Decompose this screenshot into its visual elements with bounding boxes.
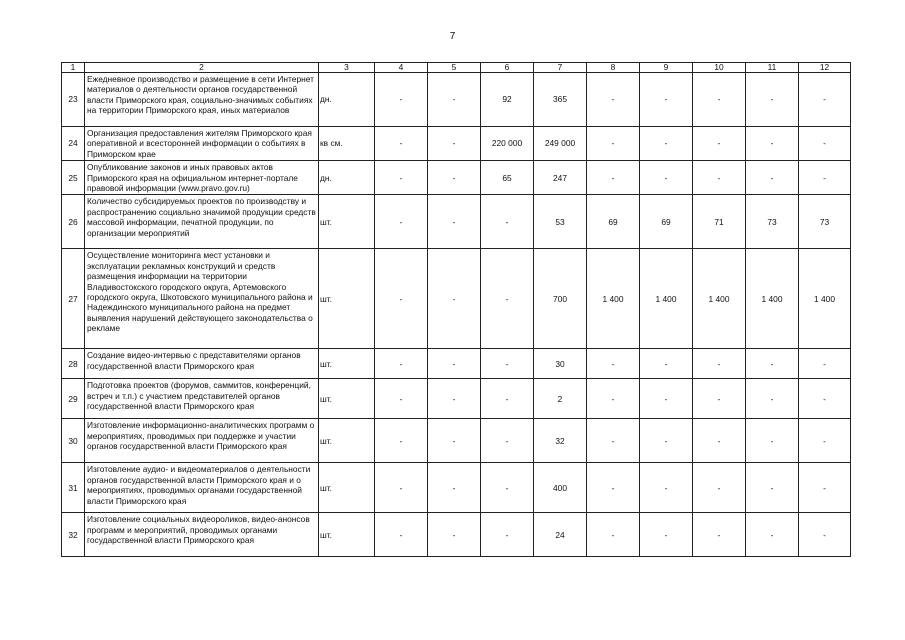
value-col-5: - [428,249,481,349]
row-description: Изготовление социальных видеороликов, видео-анонсов программ и мероприятий, проводимых органами государственной власти Приморского края [85,513,319,557]
value-col-12: - [799,419,851,463]
table-row [62,349,851,379]
value-col-7: 700 [534,249,587,349]
table-row [62,195,851,249]
page-number: 7 [449,31,456,42]
table-row [62,127,851,161]
row-number: 25 [62,161,85,195]
value-col-12: - [799,349,851,379]
value-col-6: - [481,379,534,419]
value-col-10: 1 400 [693,249,746,349]
row-description: Организация предоставления жителям Приморского края оперативной и всесторонней информации о событиях в Приморском крае [85,127,319,161]
value-col-6: 220 000 [481,127,534,161]
unit-of-measure: шт. [319,463,375,513]
indicators-table [61,62,851,557]
column-number: 11 [746,63,799,73]
column-number: 8 [587,63,640,73]
value-col-9: - [640,161,693,195]
unit-of-measure: дн. [319,161,375,195]
value-col-8: - [587,419,640,463]
value-col-7: 24 [534,513,587,557]
row-number: 24 [62,127,85,161]
value-col-7: 53 [534,195,587,249]
value-col-7: 365 [534,73,587,127]
value-col-10: - [693,73,746,127]
value-col-12: 73 [799,195,851,249]
value-col-12: 1 400 [799,249,851,349]
value-col-11: - [746,127,799,161]
value-col-10: - [693,419,746,463]
row-number: 30 [62,419,85,463]
value-col-8: - [587,349,640,379]
value-col-5: - [428,195,481,249]
value-col-12: - [799,161,851,195]
value-col-6: - [481,349,534,379]
table-row [62,249,851,349]
value-col-11: 1 400 [746,249,799,349]
value-col-8: 69 [587,195,640,249]
table-row [62,379,851,419]
table-row [62,73,851,127]
value-col-7: 2 [534,379,587,419]
row-description: Количество субсидируемых проектов по производству и распространению социально значимой продукции средств массовой информации, печатной продукции, по организации мероприятий [85,195,319,249]
value-col-9: - [640,349,693,379]
value-col-8: - [587,513,640,557]
value-col-4: - [375,249,428,349]
value-col-5: - [428,73,481,127]
value-col-7: 32 [534,419,587,463]
row-number: 32 [62,513,85,557]
column-number: 4 [375,63,428,73]
value-col-5: - [428,127,481,161]
value-col-8: - [587,161,640,195]
value-col-4: - [375,195,428,249]
column-number: 2 [85,63,319,73]
row-number: 26 [62,195,85,249]
value-col-11: - [746,349,799,379]
value-col-11: 73 [746,195,799,249]
column-number: 12 [799,63,851,73]
unit-of-measure: шт. [319,513,375,557]
value-col-9: 69 [640,195,693,249]
unit-of-measure: шт. [319,249,375,349]
table-row [62,161,851,195]
value-col-4: - [375,349,428,379]
value-col-4: - [375,419,428,463]
value-col-7: 247 [534,161,587,195]
column-number: 7 [534,63,587,73]
value-col-9: - [640,463,693,513]
value-col-4: - [375,379,428,419]
value-col-9: - [640,513,693,557]
value-col-6: - [481,249,534,349]
value-col-5: - [428,419,481,463]
value-col-6: - [481,463,534,513]
value-col-6: - [481,419,534,463]
value-col-12: - [799,127,851,161]
value-col-9: - [640,127,693,161]
value-col-4: - [375,161,428,195]
value-col-6: 65 [481,161,534,195]
value-col-4: - [375,73,428,127]
value-col-5: - [428,513,481,557]
row-description: Изготовление аудио- и видеоматериалов о деятельности органов государственной власти Приморского края и о мероприятиях, проводимых органами государственной власти Приморского края [85,463,319,513]
table-row [62,419,851,463]
value-col-4: - [375,127,428,161]
value-col-7: 30 [534,349,587,379]
value-col-12: - [799,463,851,513]
column-number: 6 [481,63,534,73]
column-number: 5 [428,63,481,73]
unit-of-measure: шт. [319,195,375,249]
value-col-5: - [428,161,481,195]
value-col-5: - [428,463,481,513]
value-col-11: - [746,419,799,463]
unit-of-measure: шт. [319,419,375,463]
unit-of-measure: кв см. [319,127,375,161]
value-col-10: - [693,513,746,557]
table-row [62,463,851,513]
value-col-8: - [587,463,640,513]
row-description: Подготовка проектов (форумов, саммитов, конференций, встреч и т.п.) с участием представителей органов государственной власти Приморского края [85,379,319,419]
row-description: Ежедневное производство и размещение в сети Интернет материалов о деятельности органов государственной власти Приморского края, социально-значимых событиях на территории Приморского края, иных материалов [85,73,319,127]
row-description: Изготовление информационно-аналитических программ о мероприятиях, проводимых при поддержке и участии органов государственной власти Приморского края [85,419,319,463]
value-col-8: - [587,127,640,161]
row-number: 28 [62,349,85,379]
value-col-10: - [693,463,746,513]
value-col-10: - [693,161,746,195]
value-col-11: - [746,379,799,419]
value-col-12: - [799,513,851,557]
row-number: 23 [62,73,85,127]
row-number: 29 [62,379,85,419]
value-col-10: - [693,349,746,379]
value-col-9: - [640,73,693,127]
column-number: 9 [640,63,693,73]
column-number-row [62,63,851,73]
value-col-11: - [746,73,799,127]
value-col-7: 249 000 [534,127,587,161]
value-col-8: - [587,73,640,127]
column-number: 3 [319,63,375,73]
value-col-10: 71 [693,195,746,249]
value-col-8: - [587,379,640,419]
value-col-8: 1 400 [587,249,640,349]
value-col-12: - [799,73,851,127]
value-col-11: - [746,513,799,557]
row-number: 31 [62,463,85,513]
table-row [62,513,851,557]
value-col-9: - [640,379,693,419]
row-description: Опубликование законов и иных правовых актов Приморского края на официальном интернет-портале правовой информации (www.pravo.gov.ru) [85,161,319,195]
value-col-4: - [375,513,428,557]
row-description: Осуществление мониторинга мест установки и эксплуатации рекламных конструкций и средств размещения информации на территории Владивостокского городского округа, Артемовского городского округа, Шкотовского муниципального района и Надеждинского муниципального района на предмет выявления нарушений действующего законодательства о рекламе [85,249,319,349]
value-col-11: - [746,161,799,195]
value-col-10: - [693,379,746,419]
value-col-7: 400 [534,463,587,513]
value-col-4: - [375,463,428,513]
row-description: Создание видео-интервью с представителями органов государственной власти Приморского края [85,349,319,379]
value-col-11: - [746,463,799,513]
value-col-6: 92 [481,73,534,127]
column-number: 10 [693,63,746,73]
value-col-5: - [428,349,481,379]
value-col-6: - [481,195,534,249]
value-col-9: 1 400 [640,249,693,349]
column-number: 1 [62,63,85,73]
row-number: 27 [62,249,85,349]
unit-of-measure: шт. [319,349,375,379]
unit-of-measure: шт. [319,379,375,419]
value-col-10: - [693,127,746,161]
value-col-6: - [481,513,534,557]
value-col-9: - [640,419,693,463]
unit-of-measure: дн. [319,73,375,127]
value-col-5: - [428,379,481,419]
value-col-12: - [799,379,851,419]
